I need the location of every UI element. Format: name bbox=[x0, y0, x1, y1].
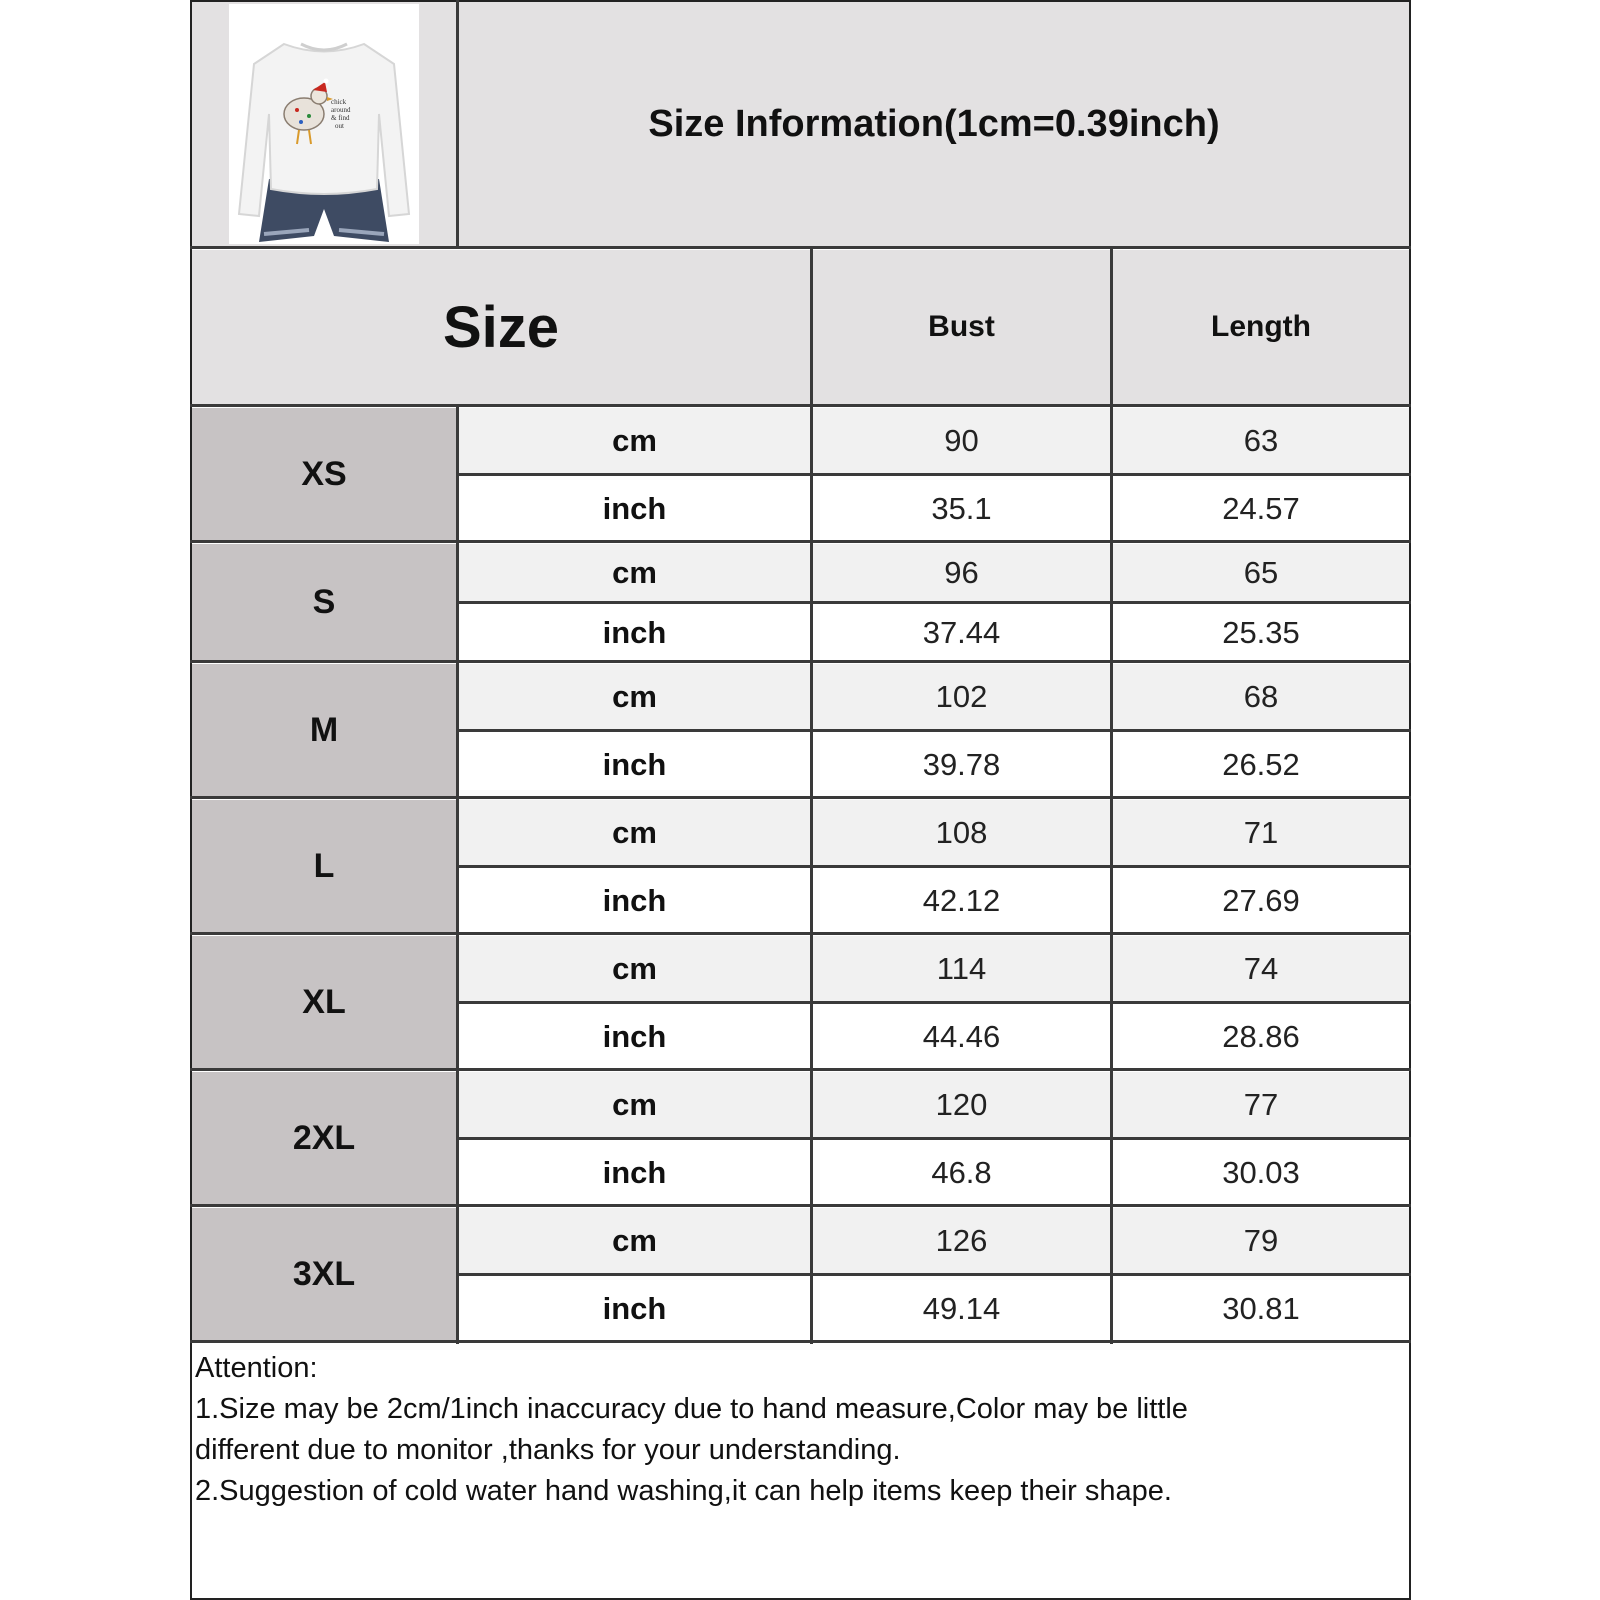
bust-value-cell: 37.44 bbox=[813, 604, 1110, 661]
length-value-cell: 79 bbox=[1113, 1208, 1409, 1273]
attention-line-1: 1.Size may be 2cm/1inch inaccuracy due to hand measure,Color may be little bbox=[195, 1393, 1188, 1425]
length-value-cell: 28.86 bbox=[1113, 1004, 1409, 1069]
attention-line-3: 2.Suggestion of cold water hand washing,it can help items keep their shape. bbox=[195, 1475, 1172, 1507]
bust-value-cell: 39.78 bbox=[813, 732, 1110, 797]
length-value-cell: 30.81 bbox=[1113, 1276, 1409, 1341]
unit-cell: inch bbox=[459, 1140, 810, 1205]
length-value-cell: 26.52 bbox=[1113, 732, 1409, 797]
length-column-header: Length bbox=[1113, 250, 1409, 404]
bust-column-header: Bust bbox=[813, 250, 1110, 404]
bust-value-cell: 96 bbox=[813, 544, 1110, 601]
grid-line bbox=[456, 865, 1411, 868]
print-text-4: out bbox=[335, 122, 344, 130]
print-text-3: & find bbox=[331, 114, 350, 122]
bust-value-cell: 44.46 bbox=[813, 1004, 1110, 1069]
grid-line bbox=[1110, 246, 1113, 1344]
attention-title: Attention: bbox=[195, 1352, 318, 1384]
unit-cell: cm bbox=[459, 664, 810, 729]
grid-line bbox=[190, 246, 1411, 249]
length-value-cell: 65 bbox=[1113, 544, 1409, 601]
bust-value-cell: 90 bbox=[813, 408, 1110, 473]
unit-cell: cm bbox=[459, 800, 810, 865]
grid-line bbox=[456, 1137, 1411, 1140]
grid-line bbox=[456, 729, 1411, 732]
bust-value-cell: 126 bbox=[813, 1208, 1110, 1273]
unit-cell: cm bbox=[459, 544, 810, 601]
unit-cell: inch bbox=[459, 476, 810, 541]
size-label-2: M bbox=[192, 664, 456, 796]
unit-cell: cm bbox=[459, 936, 810, 1001]
sweatshirt-product-image bbox=[229, 4, 419, 244]
unit-cell: inch bbox=[459, 732, 810, 797]
attention-line-2: different due to monitor ,thanks for your understanding. bbox=[195, 1434, 901, 1466]
unit-cell: cm bbox=[459, 408, 810, 473]
grid-line bbox=[456, 473, 1411, 476]
grid-line bbox=[190, 1340, 1411, 1343]
bust-value-cell: 46.8 bbox=[813, 1140, 1110, 1205]
length-value-cell: 30.03 bbox=[1113, 1140, 1409, 1205]
grid-line bbox=[810, 246, 813, 1344]
size-label-0: XS bbox=[192, 408, 456, 540]
length-value-cell: 63 bbox=[1113, 408, 1409, 473]
size-label-5: 2XL bbox=[192, 1072, 456, 1204]
unit-cell: inch bbox=[459, 868, 810, 933]
sweatshirt-shape bbox=[239, 44, 409, 216]
grid-line bbox=[190, 1068, 1411, 1071]
grid-line bbox=[456, 601, 1411, 604]
length-value-cell: 71 bbox=[1113, 800, 1409, 865]
bust-value-cell: 114 bbox=[813, 936, 1110, 1001]
bust-value-cell: 120 bbox=[813, 1072, 1110, 1137]
bust-value-cell: 49.14 bbox=[813, 1276, 1110, 1341]
print-text-1: chick bbox=[331, 98, 347, 106]
unit-cell: cm bbox=[459, 1072, 810, 1137]
product-image-cell bbox=[192, 2, 456, 246]
size-label-3: L bbox=[192, 800, 456, 932]
grid-line bbox=[456, 1273, 1411, 1276]
grid-line bbox=[190, 540, 1411, 543]
length-value-cell: 68 bbox=[1113, 664, 1409, 729]
grid-line bbox=[456, 1001, 1411, 1004]
size-label-6: 3XL bbox=[192, 1208, 456, 1340]
print-text-2: around bbox=[331, 106, 351, 114]
bust-value-cell: 102 bbox=[813, 664, 1110, 729]
length-value-cell: 77 bbox=[1113, 1072, 1409, 1137]
bust-value-cell: 108 bbox=[813, 800, 1110, 865]
bust-value-cell: 35.1 bbox=[813, 476, 1110, 541]
bust-value-cell: 42.12 bbox=[813, 868, 1110, 933]
length-value-cell: 25.35 bbox=[1113, 604, 1409, 661]
chart-title: Size Information(1cm=0.39inch) bbox=[459, 2, 1409, 246]
size-label-4: XL bbox=[192, 936, 456, 1068]
grid-line bbox=[456, 404, 459, 1344]
grid-line bbox=[190, 1204, 1411, 1207]
size-label-1: S bbox=[192, 544, 456, 660]
size-column-header: Size bbox=[192, 250, 810, 404]
length-value-cell: 27.69 bbox=[1113, 868, 1409, 933]
unit-cell: inch bbox=[459, 1276, 810, 1341]
unit-cell: inch bbox=[459, 604, 810, 661]
unit-cell: cm bbox=[459, 1208, 810, 1273]
length-value-cell: 24.57 bbox=[1113, 476, 1409, 541]
grid-line bbox=[190, 932, 1411, 935]
grid-line bbox=[190, 660, 1411, 663]
grid-line bbox=[190, 404, 1411, 407]
attention-notes bbox=[195, 1348, 1395, 1512]
unit-cell: inch bbox=[459, 1004, 810, 1069]
length-value-cell: 74 bbox=[1113, 936, 1409, 1001]
grid-line bbox=[456, 0, 459, 246]
grid-line bbox=[190, 796, 1411, 799]
